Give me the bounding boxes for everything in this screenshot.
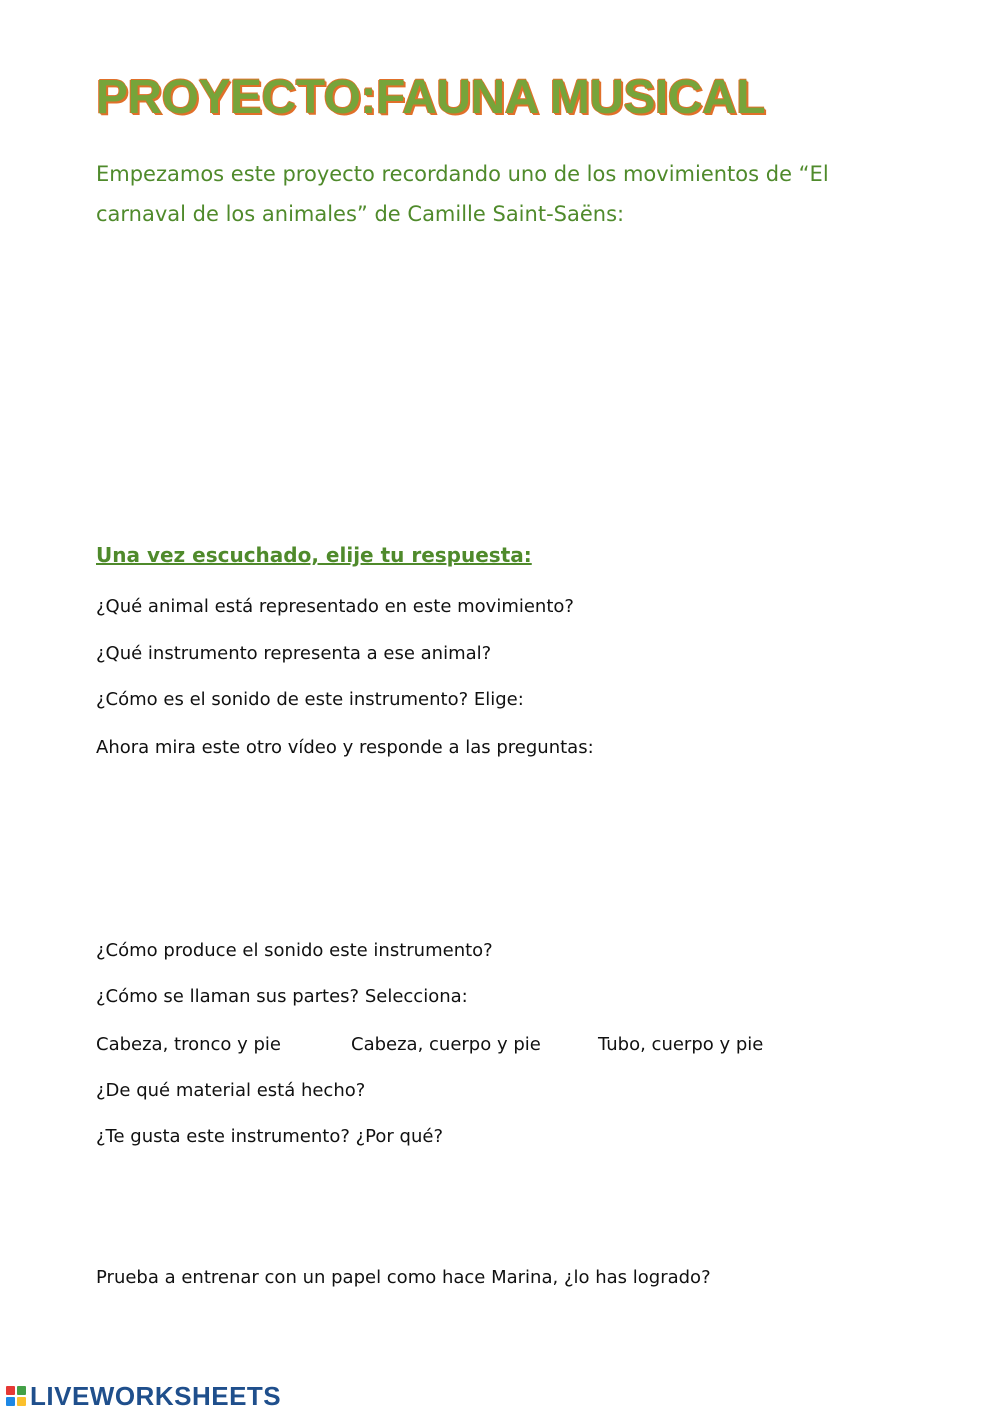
option-cabeza-tronco-pie[interactable]: Cabeza, tronco y pie [96, 1034, 282, 1055]
logo-block [17, 1397, 26, 1406]
logo-block [6, 1386, 15, 1395]
final-question: Prueba a entrenar con un papel como hace Marina, ¿lo has logrado? [96, 1267, 711, 1288]
instruction-video: Ahora mira este otro vídeo y responde a las preguntas: [96, 737, 594, 758]
question-like-instrument: ¿Te gusta este instrumento? ¿Por qué? [96, 1126, 443, 1147]
option-tubo-cuerpo-pie[interactable]: Tubo, cuerpo y pie [598, 1034, 764, 1055]
page-title: PROYECTO:FAUNA MUSICAL [96, 71, 766, 124]
question-material: ¿De qué material está hecho? [96, 1080, 366, 1101]
logo-text: LIVEWORKSHEETS [30, 1380, 282, 1411]
logo-block [17, 1386, 26, 1395]
question-produce-sound: ¿Cómo produce el sonido este instrumento? [96, 940, 493, 961]
option-cabeza-cuerpo-pie[interactable]: Cabeza, cuerpo y pie [351, 1034, 541, 1055]
question-animal: ¿Qué animal está representado en este movimiento? [96, 596, 574, 617]
intro-text: Empezamos este proyecto recordando uno de los movimientos de “El carnaval de los animales” de Camille Saint-Saëns: [96, 162, 829, 226]
question-instrument: ¿Qué instrumento representa a ese animal? [96, 643, 492, 664]
logo-blocks-icon [6, 1386, 26, 1406]
question-sound: ¿Cómo es el sonido de este instrumento? Elige: [96, 689, 524, 710]
question-parts: ¿Cómo se llaman sus partes? Selecciona: [96, 986, 468, 1007]
section-heading: Una vez escuchado, elije tu respuesta: [96, 543, 532, 567]
logo-block [6, 1397, 15, 1406]
liveworksheets-logo [6, 1380, 281, 1412]
